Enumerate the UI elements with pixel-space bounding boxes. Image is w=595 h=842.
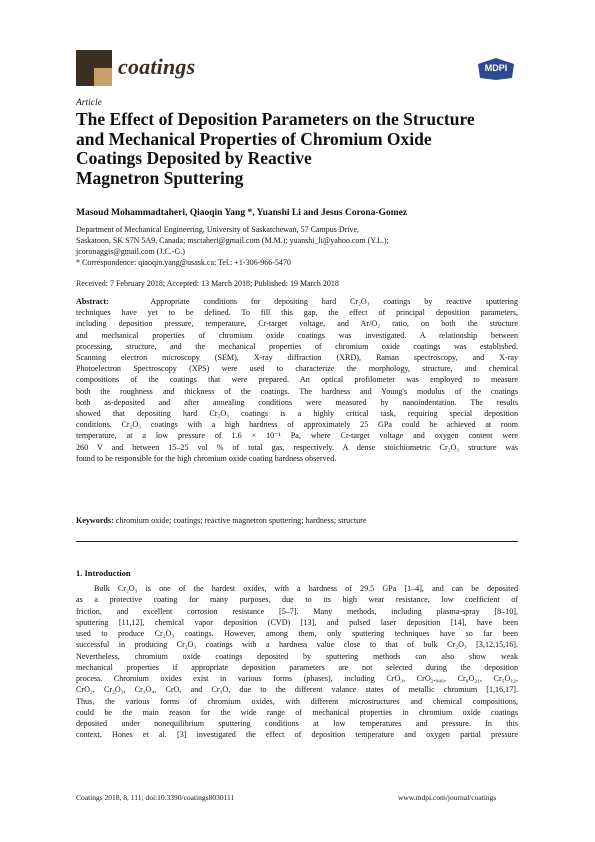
abstract-line: and mechanical properties of chromium oxide coatings was investigated. A relationship between bbox=[76, 330, 518, 340]
affiliation-line: Department of Mechanical Engineering, University of Saskatchewan, 57 Campus Drive, bbox=[76, 225, 360, 234]
abstract-line: temperature, at a low pressure of 1.6 × 10⁻¹ Pa, where Cr-target voltage and oxygen content were bbox=[76, 431, 518, 441]
affiliations bbox=[76, 224, 526, 268]
abstract-line: both as-deposited and after annealing conditions were measured by nanoindentation. The results bbox=[76, 397, 518, 407]
body-line: used to produce Cr₂O₃ coatings. However, among them, only sputtering techniques have so far been bbox=[76, 629, 518, 638]
body-line: Thus, the various forms of chromium oxides, with different microstructures and chemical compositions, bbox=[76, 696, 518, 706]
journal-name: coatings bbox=[118, 54, 196, 79]
abstract-line: Abstract: Appropriate conditions for depositing hard Cr₂O₃ coatings by reactive sputtering bbox=[76, 297, 518, 306]
article-type: Article bbox=[76, 98, 102, 108]
keywords-label: Keywords: bbox=[76, 516, 114, 525]
abstract-line: Photoelectron Spectroscopy (XPS) were used to characterize the morphology, structure, and chemical bbox=[76, 364, 518, 374]
body-line: CrO₂, Cr₂O₃, Cr₃O₄, CrO, and Cr₃O, due to the different valance states of metallic chromium [1,16,17]. bbox=[76, 685, 518, 695]
abstract-line: Scanning electron microscopy (SEM), X-ray diffraction (XRD), Raman spectroscopy, and X-ray bbox=[76, 353, 518, 363]
abstract-line: conditions. Cr₂O₃ coatings with a high hardness of approximately 25 GPa could be achieved at room bbox=[76, 420, 518, 430]
keywords-text: chromium oxide; coatings; reactive magnetron sputtering; hardness; structure bbox=[115, 516, 367, 525]
abstract-line: techniques have yet to be defined. To fill this gap, the effect of principal deposition parameters, bbox=[76, 308, 518, 318]
body-line: as a protective coating for many purposes, due to its high wear resistance, low coefficient of bbox=[76, 595, 518, 605]
abstract-line: found to be responsible for the high chromium oxide coating hardness observed. bbox=[76, 453, 337, 463]
introduction-body bbox=[76, 583, 518, 741]
abstract-line: including deposition pressure, temperature, Cr-target voltage, and Ar/O₂ ratio, on both the structure bbox=[76, 319, 518, 329]
title-line: Coatings Deposited by Reactive bbox=[76, 148, 312, 168]
section-heading: 1. Introduction bbox=[76, 568, 131, 578]
section-divider bbox=[76, 541, 518, 542]
body-line: Nevertheless, chromium oxide coatings deposited by sputtering methods can also show weak bbox=[76, 651, 518, 661]
body-line: deposited under nonequilibrium sputtering conditions at low temperatures and pressure. In this bbox=[76, 719, 518, 728]
abstract-line: 260 V and between 15–25 vol % of total gas, respectively. A dense stoichiometric Cr₂O₃ structure was bbox=[76, 442, 518, 452]
body-line: mechanical properties if appropriate deposition parameters are not selected during the deposition bbox=[76, 662, 518, 672]
journal-logo-icon bbox=[76, 50, 112, 86]
abstract-line: compositions of the coatings that were prepared. An optical profilometer was employed to measure bbox=[76, 375, 518, 385]
title-line: Magnetron Sputtering bbox=[76, 167, 244, 188]
body-line: could be the main reason for the wide range of mechanical properties in chromium oxide coatings bbox=[76, 707, 518, 717]
abstract-label: Abstract: bbox=[76, 297, 109, 306]
body-line: context, Hones et al. [3] investigated the effect of deposition temperature and oxygen partial pressure bbox=[76, 730, 518, 740]
mdpi-logo-text: MDPI bbox=[484, 63, 508, 73]
body-line: friction, and excellent corrosion resistance [5–7]. Many methods, including plasma-spray [8–10], bbox=[76, 606, 518, 616]
abstract-line: both the roughness and thickness of the coatings. The hardness and Young's modulus of the coatings bbox=[76, 386, 518, 396]
title-line: and Mechanical Properties of Chromium Oxide bbox=[76, 128, 432, 149]
footer-citation: Coatings 2018, 8, 111; doi:10.3390/coatings8030111 bbox=[76, 793, 235, 802]
body-line: sputtering [11,12], chemical vapor deposition (CVD) [13], and pulsed laser deposition [14], have been bbox=[76, 617, 518, 627]
publication-dates: Received: 7 February 2018; Accepted: 13 March 2018; Published: 19 March 2018 bbox=[76, 279, 339, 288]
keywords bbox=[76, 516, 518, 525]
paper-title bbox=[76, 110, 526, 188]
abstract-line: showed that depositing hard Cr₂O₃ coatings is a highly critical task, requiring special deposition bbox=[76, 409, 518, 419]
abstract bbox=[76, 296, 518, 464]
correspondence-line: * Correspondence: qiaoqin.yang@usask.ca; Tel.: +1-306-966-5470 bbox=[76, 258, 291, 267]
author-list: Masoud Mohammadtaheri, Qiaoqin Yang *, Yuanshi Li and Jesus Corona-Gomez bbox=[76, 208, 408, 218]
abstract-line: processing, structure, and the mechanical properties of chromium oxide coatings was established. bbox=[76, 341, 518, 351]
body-line: successful in producing Cr₂O₃ coatings with a hardness value close to that of bulk Cr₂O₃ [3,12,15,16]. bbox=[76, 640, 518, 650]
body-line: process. Chromium oxides exist in various forms (phases), including CrO₃, CrO₂.₉₀₆, Cr₈O₂₁, Cr₅O₁₂, bbox=[76, 674, 518, 683]
footer-url[interactable]: www.mdpi.com/journal/coatings bbox=[398, 793, 497, 802]
affiliation-line: Saskatoon, SK S7N 5A9, Canada; msctaheri@gmail.com (M.M.); yuanshi_li@yahoo.com (Y.L.); bbox=[76, 236, 389, 245]
title-line: The Effect of Deposition Parameters on the Structure bbox=[76, 109, 475, 129]
body-line: Bulk Cr₂O₃ is one of the hardest oxides, with a hardness of 29.5 GPa [1–4], and can be deposited bbox=[94, 584, 518, 593]
affiliation-line: jcoronaggis@gmail.com (J.C.-G.) bbox=[76, 247, 185, 256]
mdpi-logo-icon bbox=[478, 58, 514, 80]
